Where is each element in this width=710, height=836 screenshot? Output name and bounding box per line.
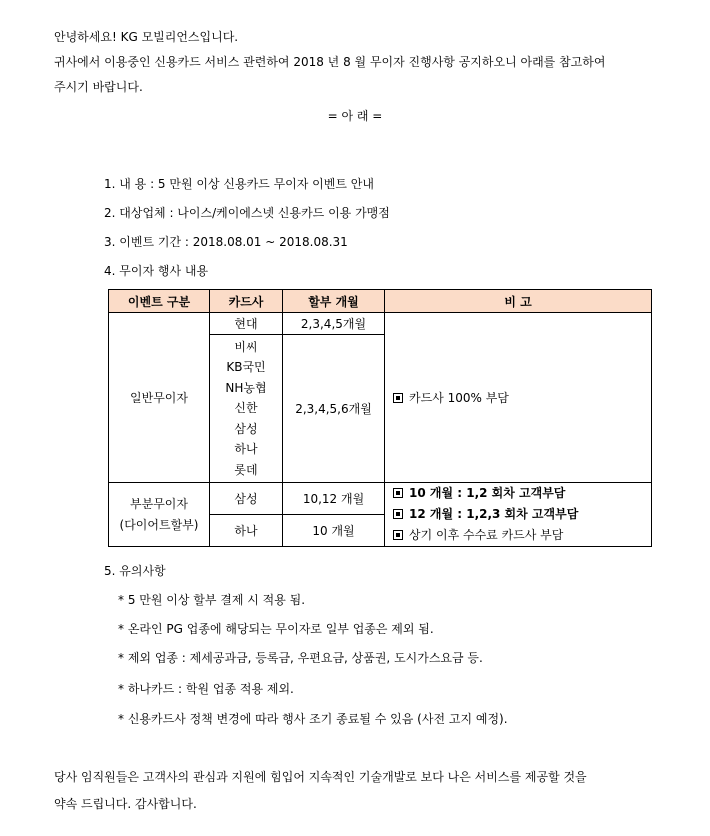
partial-note-1: 10 개월 : 1,2 회차 고객부담	[409, 486, 566, 500]
closing-line-1: 당사 임직원들은 고객사의 관심과 지원에 힘입어 지속적인 기술개발로 보다 나은 서비스를 제공할 것을	[54, 770, 587, 784]
partial-months-1: 10,12 개월	[283, 483, 385, 515]
notice-item: * 온라인 PG 업종에 해당되는 무이자로 일부 업종은 제외 됨.	[118, 622, 434, 636]
general-note: 카드사 100% 부담	[409, 391, 509, 405]
card-name: 신한	[234, 401, 258, 416]
card-name: 삼성	[234, 421, 258, 436]
partial-note-row	[393, 504, 651, 525]
notice-heading: = 아 래 =	[327, 109, 383, 123]
general-months-1: 2,3,4,5개월	[283, 313, 385, 335]
header-card-company: 카드사	[210, 290, 283, 313]
general-card-list	[210, 335, 283, 483]
card-name: 롯데	[234, 462, 258, 477]
partial-note-row	[393, 483, 651, 504]
partial-note-2: 12 개월 : 1,2,3 회차 고객부담	[409, 507, 579, 521]
partial-label	[109, 483, 210, 547]
notice-item: * 제외 업종 : 제세공과금, 등록금, 우편요금, 상품권, 도시가스요금 등.	[118, 651, 483, 665]
table-row	[109, 313, 652, 335]
partial-label-line-2: (다이어트할부)	[119, 517, 199, 532]
square-bullet-icon	[393, 530, 403, 540]
notice-item: * 5 만원 이상 할부 결제 시 적용 됨.	[118, 593, 306, 607]
table-row	[109, 483, 652, 515]
card-name: 비씨	[234, 339, 258, 354]
header-installment-months: 할부 개월	[283, 290, 385, 313]
general-label: 일반무이자	[109, 313, 210, 483]
general-months-2: 2,3,4,5,6개월	[283, 335, 385, 483]
closing-line-2: 약속 드립니다. 감사합니다.	[54, 797, 197, 811]
header-remarks: 비 고	[385, 290, 652, 313]
partial-notes-cell	[385, 483, 652, 547]
notice-item: * 신용카드사 정책 변경에 따라 행사 조기 종료될 수 있음 (사전 고지 예정).	[118, 712, 508, 726]
square-bullet-icon	[393, 509, 403, 519]
general-card-1: 현대	[210, 313, 283, 335]
header-event-type: 이벤트 구분	[109, 290, 210, 313]
item-content: 1. 내 용 : 5 만원 이상 신용카드 무이자 이벤트 안내	[104, 177, 374, 191]
table-header-row	[109, 290, 652, 313]
item-period: 3. 이벤트 기간 : 2018.08.01 ~ 2018.08.31	[104, 235, 348, 249]
partial-card-1: 삼성	[210, 483, 283, 515]
card-name: NH농협	[225, 380, 267, 395]
card-name: KB국민	[226, 360, 266, 375]
partial-card-2: 하나	[210, 515, 283, 547]
partial-note-row	[393, 525, 651, 546]
notice-item: * 하나카드 : 학원 업종 적용 제외.	[118, 682, 294, 696]
partial-note-3: 상기 이후 수수료 카드사 부담	[409, 528, 564, 542]
item-event-title: 4. 무이자 행사 내용	[104, 264, 209, 278]
card-name: 하나	[234, 442, 258, 457]
intro-line-2: 주시기 바랍니다.	[54, 80, 143, 94]
item-target: 2. 대상업체 : 나이스/케이에스넷 신용카드 이용 가맹점	[104, 206, 390, 220]
greeting: 안녕하세요! KG 모빌리언스입니다.	[54, 30, 239, 44]
square-bullet-icon	[393, 393, 403, 403]
event-table	[108, 289, 652, 547]
partial-label-line-1: 부분무이자	[130, 496, 188, 511]
intro-line-1: 귀사에서 이용중인 신용카드 서비스 관련하여 2018 년 8 월 무이자 진행사항 공지하오니 아래를 참고하여	[54, 55, 606, 69]
notices-title: 5. 유의사항	[104, 564, 166, 578]
general-note-cell	[385, 313, 652, 483]
partial-months-2: 10 개월	[283, 515, 385, 547]
square-bullet-icon	[393, 488, 403, 498]
